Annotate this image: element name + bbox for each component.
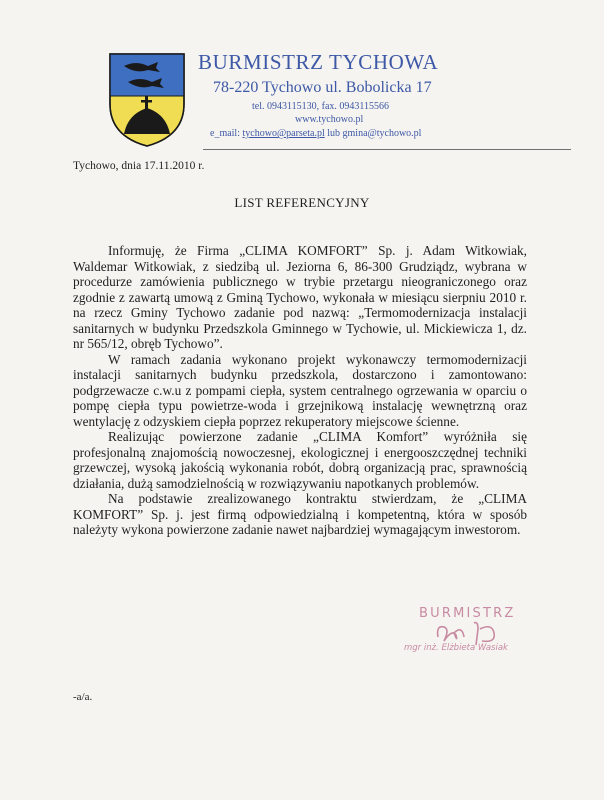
letterhead-website-link[interactable]: www.tychowo.pl (295, 114, 364, 125)
letterhead-title: BURMISTRZ TYCHOWA (198, 50, 439, 74)
letterhead-email (210, 128, 421, 139)
letterhead-divider (203, 149, 571, 150)
letter-subject: LIST REFERENCYJNY (234, 195, 370, 210)
stamp-title: BURMISTRZ (419, 606, 516, 621)
letterhead-phone-fax: tel. 0943115130, fax. 0943115566 (252, 101, 390, 112)
letter-body (73, 243, 527, 538)
body-paragraph-4: Na podstawie zrealizowanego kontraktu stwierdzam, że „CLIMA KOMFORT” Sp. j. jest firmą odpowiedzialną i kompetentną, która w sposób należyty wykona powierzone zadanie nawet najbardziej wymagającym inwestorom. (73, 491, 527, 537)
email-separator: lub (324, 128, 343, 139)
stamp-name: mgr inż. Elżbieta Wasiak (404, 643, 508, 653)
date-line: Tychowo, dnia 17.11.2010 r. (73, 160, 205, 172)
letterhead-address: 78-220 Tychowo ul. Bobolicka 17 (213, 79, 432, 96)
email-link-secondary[interactable]: gmina@tychowo.pl (342, 128, 422, 139)
email-prefix: e_mail: (210, 128, 243, 139)
footnote: -a/a. (73, 691, 93, 703)
email-link-primary[interactable]: tychowo@parseta.pl (242, 128, 325, 139)
body-paragraph-2: W ramach zadania wykonano projekt wykonawczy termomodernizacji instalacji sanitarnych budynku przedszkola, dostarczono i zamontowano: podgrzewacze c.w.u z pompami ciepła, system centralnego ogrzewania w oparciu o pompę ciepła typu powietrze-woda i grzejnikową instalację wewnętrzną oraz wentylację z odzyskiem ciepła poprzez rekuperatory miejscowe ścienne. (73, 351, 527, 429)
body-paragraph-3: Realizując powierzone zadanie „CLIMA Komfort” wyróżniła się profesjonalną znajomością nowoczesnej, ekologicznej i energooszczędnej techniki grzewczej, wysoką jakością wykonania robót, dobrą organizacją prac, sprawnością działania, dużą samodzielnością w rozwiązywaniu napotkanych problemów. (73, 429, 527, 491)
body-paragraph-1: Informuję, że Firma „CLIMA KOMFORT” Sp. j. Adam Witkowiak, Waldemar Witkowiak, z siedzibą ul. Jeziorna 6, 86-300 Grudziądz, wybrana w procedurze zamówienia publicznego w trybie przetargu nieograniczonego oraz zgodnie z zawartą umową z Gminą Tychowo, wykonała w miesiącu sierpniu 2010 r. na rzecz Gminy Tychowo zadanie pod nazwą: „Termomodernizacja instalacji sanitarnych w budynku Przedszkola Gminnego w Tychowie, ul. Mickiewicza 1, dz. nr 565/12, obręb Tychowo”. (73, 243, 527, 351)
coat-of-arms-icon (108, 52, 186, 148)
